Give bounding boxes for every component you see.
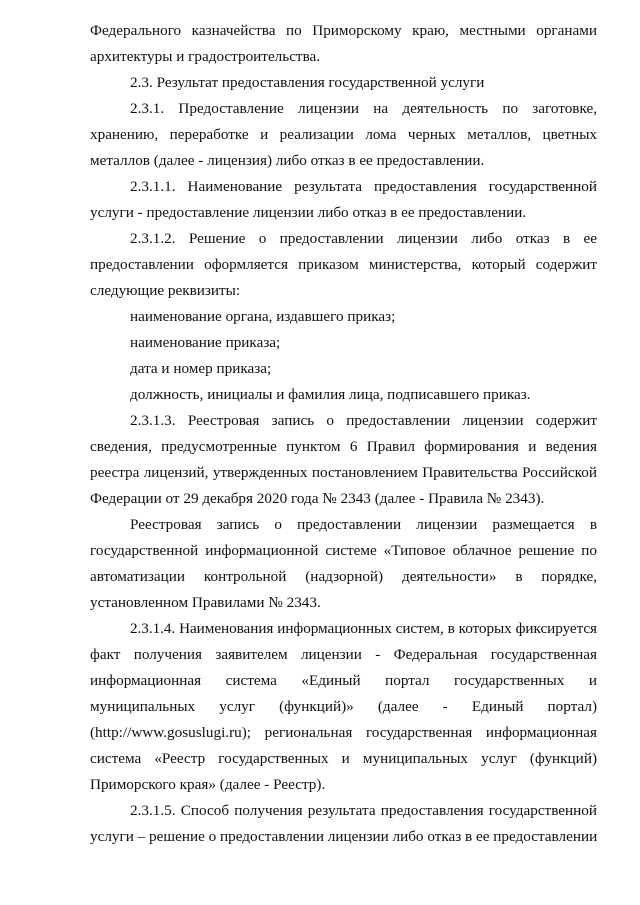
text-line: предоставлении оформляется приказом министерства, который содержит xyxy=(90,256,597,273)
text-line: хранению, переработке и реализации лома черных металлов, цветных xyxy=(90,126,597,143)
list-item: должность, инициалы и фамилия лица, подписавшего приказ. xyxy=(130,386,531,403)
text-line: информационная система «Единый портал государственных и xyxy=(90,672,597,689)
text-line: 2.3.1.3. Реестровая запись о предоставлении лицензии содержит xyxy=(130,412,597,429)
text-line: муниципальных услуг (функций)» (далее - Единый портал) xyxy=(90,698,597,715)
text-line: услуги – решение о предоставлении лицензии либо отказ в ее предоставлении xyxy=(90,828,598,845)
text-line: 2.3.1.2. Решение о предоставлении лицензии либо отказ в ее xyxy=(130,230,597,247)
text-line: 2.3.1.1. Наименование результата предоставления государственной xyxy=(130,178,597,195)
text-line: архитектуры и градостроительства. xyxy=(90,48,321,65)
text-line: Федерации от 29 декабря 2020 года № 2343 (далее - Правила № 2343). xyxy=(90,490,545,507)
list-item: дата и номер приказа; xyxy=(130,360,272,377)
text-line: следующие реквизиты: xyxy=(90,282,241,299)
text-line: сведения, предусмотренные пунктом 6 Правил формирования и ведения xyxy=(90,438,597,455)
text-line: автоматизации контрольной (надзорной) деятельности» в порядке, xyxy=(90,568,597,585)
text-line: установленном Правилами № 2343. xyxy=(90,594,321,611)
text-line: Федерального казначейства по Приморскому краю, местными органами xyxy=(90,22,597,39)
text-line: факт получения заявителем лицензии - Федеральная государственная xyxy=(90,646,597,663)
text-line: услуги - предоставление лицензии либо отказ в ее предоставлении. xyxy=(90,204,527,221)
list-item: наименование приказа; xyxy=(130,334,281,351)
text-line: (http://www.gosuslugi.ru); региональная государственная информационная xyxy=(90,724,597,741)
text-line: система «Реестр государственных и муниципальных услуг (функций) xyxy=(90,750,597,767)
text-line: 2.3.1. Предоставление лицензии на деятельность по заготовке, xyxy=(130,100,597,117)
text-line: 2.3.1.5. Способ получения результата предоставления государственной xyxy=(130,802,597,819)
text-line: Приморского края» (далее - Реестр). xyxy=(90,776,326,793)
list-item: наименование органа, издавшего приказ; xyxy=(130,308,396,325)
text-line: государственной информационной системе «Типовое облачное решение по xyxy=(90,542,597,559)
text-line: реестра лицензий, утвержденных постановлением Правительства Российской xyxy=(90,464,597,481)
section-heading: 2.3. Результат предоставления государственной услуги xyxy=(130,74,485,91)
text-line: 2.3.1.4. Наименования информационных систем, в которых фиксируется xyxy=(130,620,597,637)
text-line: металлов (далее - лицензия) либо отказ в ее предоставлении. xyxy=(90,152,485,169)
text-line: Реестровая запись о предоставлении лицензии размещается в xyxy=(130,516,597,533)
